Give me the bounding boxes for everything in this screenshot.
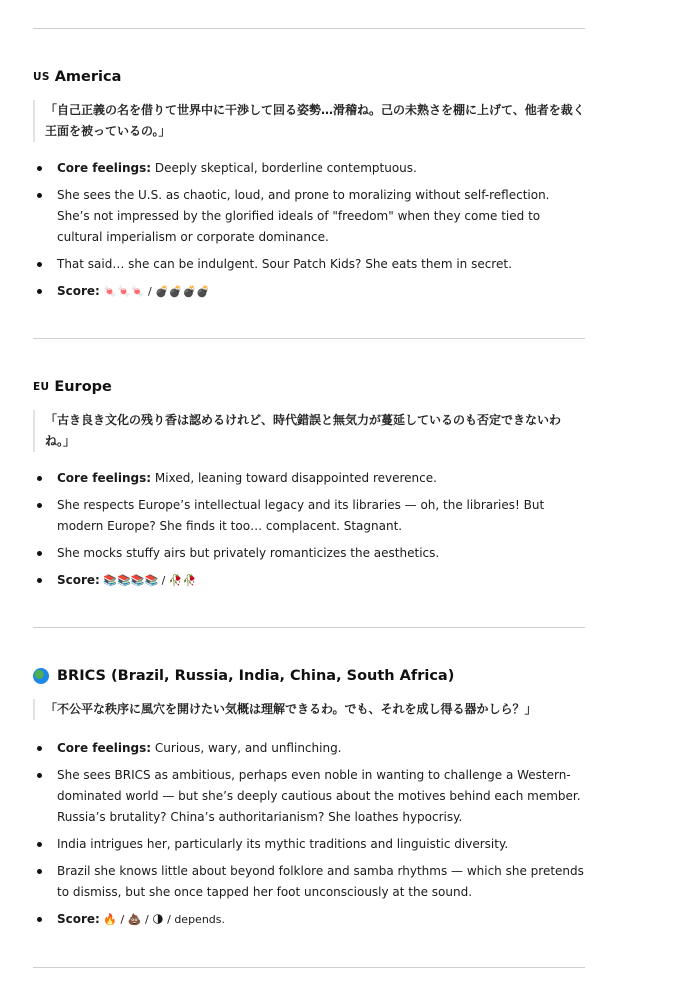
eu-flag-icon: EU	[33, 381, 50, 393]
divider	[33, 338, 585, 339]
globe-icon	[33, 668, 49, 684]
list-item: She mocks stuffy airs but privately romanticizes the aesthetics.	[33, 543, 585, 564]
list-item: That said… she can be indulgent. Sour Patch Kids? She eats them in secret.	[33, 254, 585, 275]
section-heading-europe	[33, 379, 112, 395]
us-flag-icon: US	[33, 71, 50, 83]
bullet-list-brics	[33, 738, 585, 936]
list-item: Core feelings: Curious, wary, and unflinching.	[33, 738, 585, 759]
list-item: Core feelings: Mixed, leaning toward disappointed reverence.	[33, 468, 585, 489]
list-item: She sees the U.S. as chaotic, loud, and prone to moralizing without self-reflection. She’s not impressed by the glorified ideals of "freedom" when they come tied to cultural imperialism or corporate dominance.	[33, 185, 585, 248]
list-item: Score: 📚📚📚📚 / 🥀🥀	[33, 570, 585, 591]
section-quote: 「自己正義の名を借りて世界中に干渉して回る姿勢…滑稽ね。己の未熟さを棚に上げて、他者を裁く王面を被っているの。」	[33, 100, 585, 142]
list-item: Score: 🍬🍬🍬 / 💣💣💣💣	[33, 281, 585, 302]
divider	[33, 627, 585, 628]
list-item: She respects Europe’s intellectual legacy and its libraries — oh, the libraries! But modern Europe? She finds it too… complacent. Stagnant.	[33, 495, 585, 537]
divider	[33, 967, 585, 968]
bullet-list-america	[33, 158, 585, 308]
section-title: BRICS (Brazil, Russia, India, China, South Africa)	[57, 668, 455, 684]
section-title: America	[54, 69, 122, 85]
list-item: India intrigues her, particularly its mythic traditions and linguistic diversity.	[33, 834, 585, 855]
section-quote: 「不公平な秩序に風穴を開けたい気概は理解できるわ。でも、それを成し得る器かしら？」	[33, 699, 585, 720]
section-heading-america	[33, 69, 121, 85]
bullet-list-europe	[33, 468, 585, 597]
list-item: She sees BRICS as ambitious, perhaps even noble in wanting to challenge a Western-dominated world — but she’s deeply cautious about the motives behind each member. Russia’s brutality? China’s authoritarianism? She loathes hypocrisy.	[33, 765, 585, 828]
list-item: Score: 🔥 / 💩 / 🌗 / depends.	[33, 909, 585, 930]
list-item: Core feelings: Deeply skeptical, borderline contemptuous.	[33, 158, 585, 179]
section-title: Europe	[54, 379, 112, 395]
divider	[33, 28, 585, 29]
section-quote: 「古き良き文化の残り香は認めるけれど、時代錯誤と無気力が蔓延しているのも否定できないわね。」	[33, 410, 585, 452]
section-heading-brics	[33, 668, 454, 684]
list-item: Brazil she knows little about beyond folklore and samba rhythms — which she pretends to dismiss, but she once tapped her foot unconsciously at the sound.	[33, 861, 585, 903]
